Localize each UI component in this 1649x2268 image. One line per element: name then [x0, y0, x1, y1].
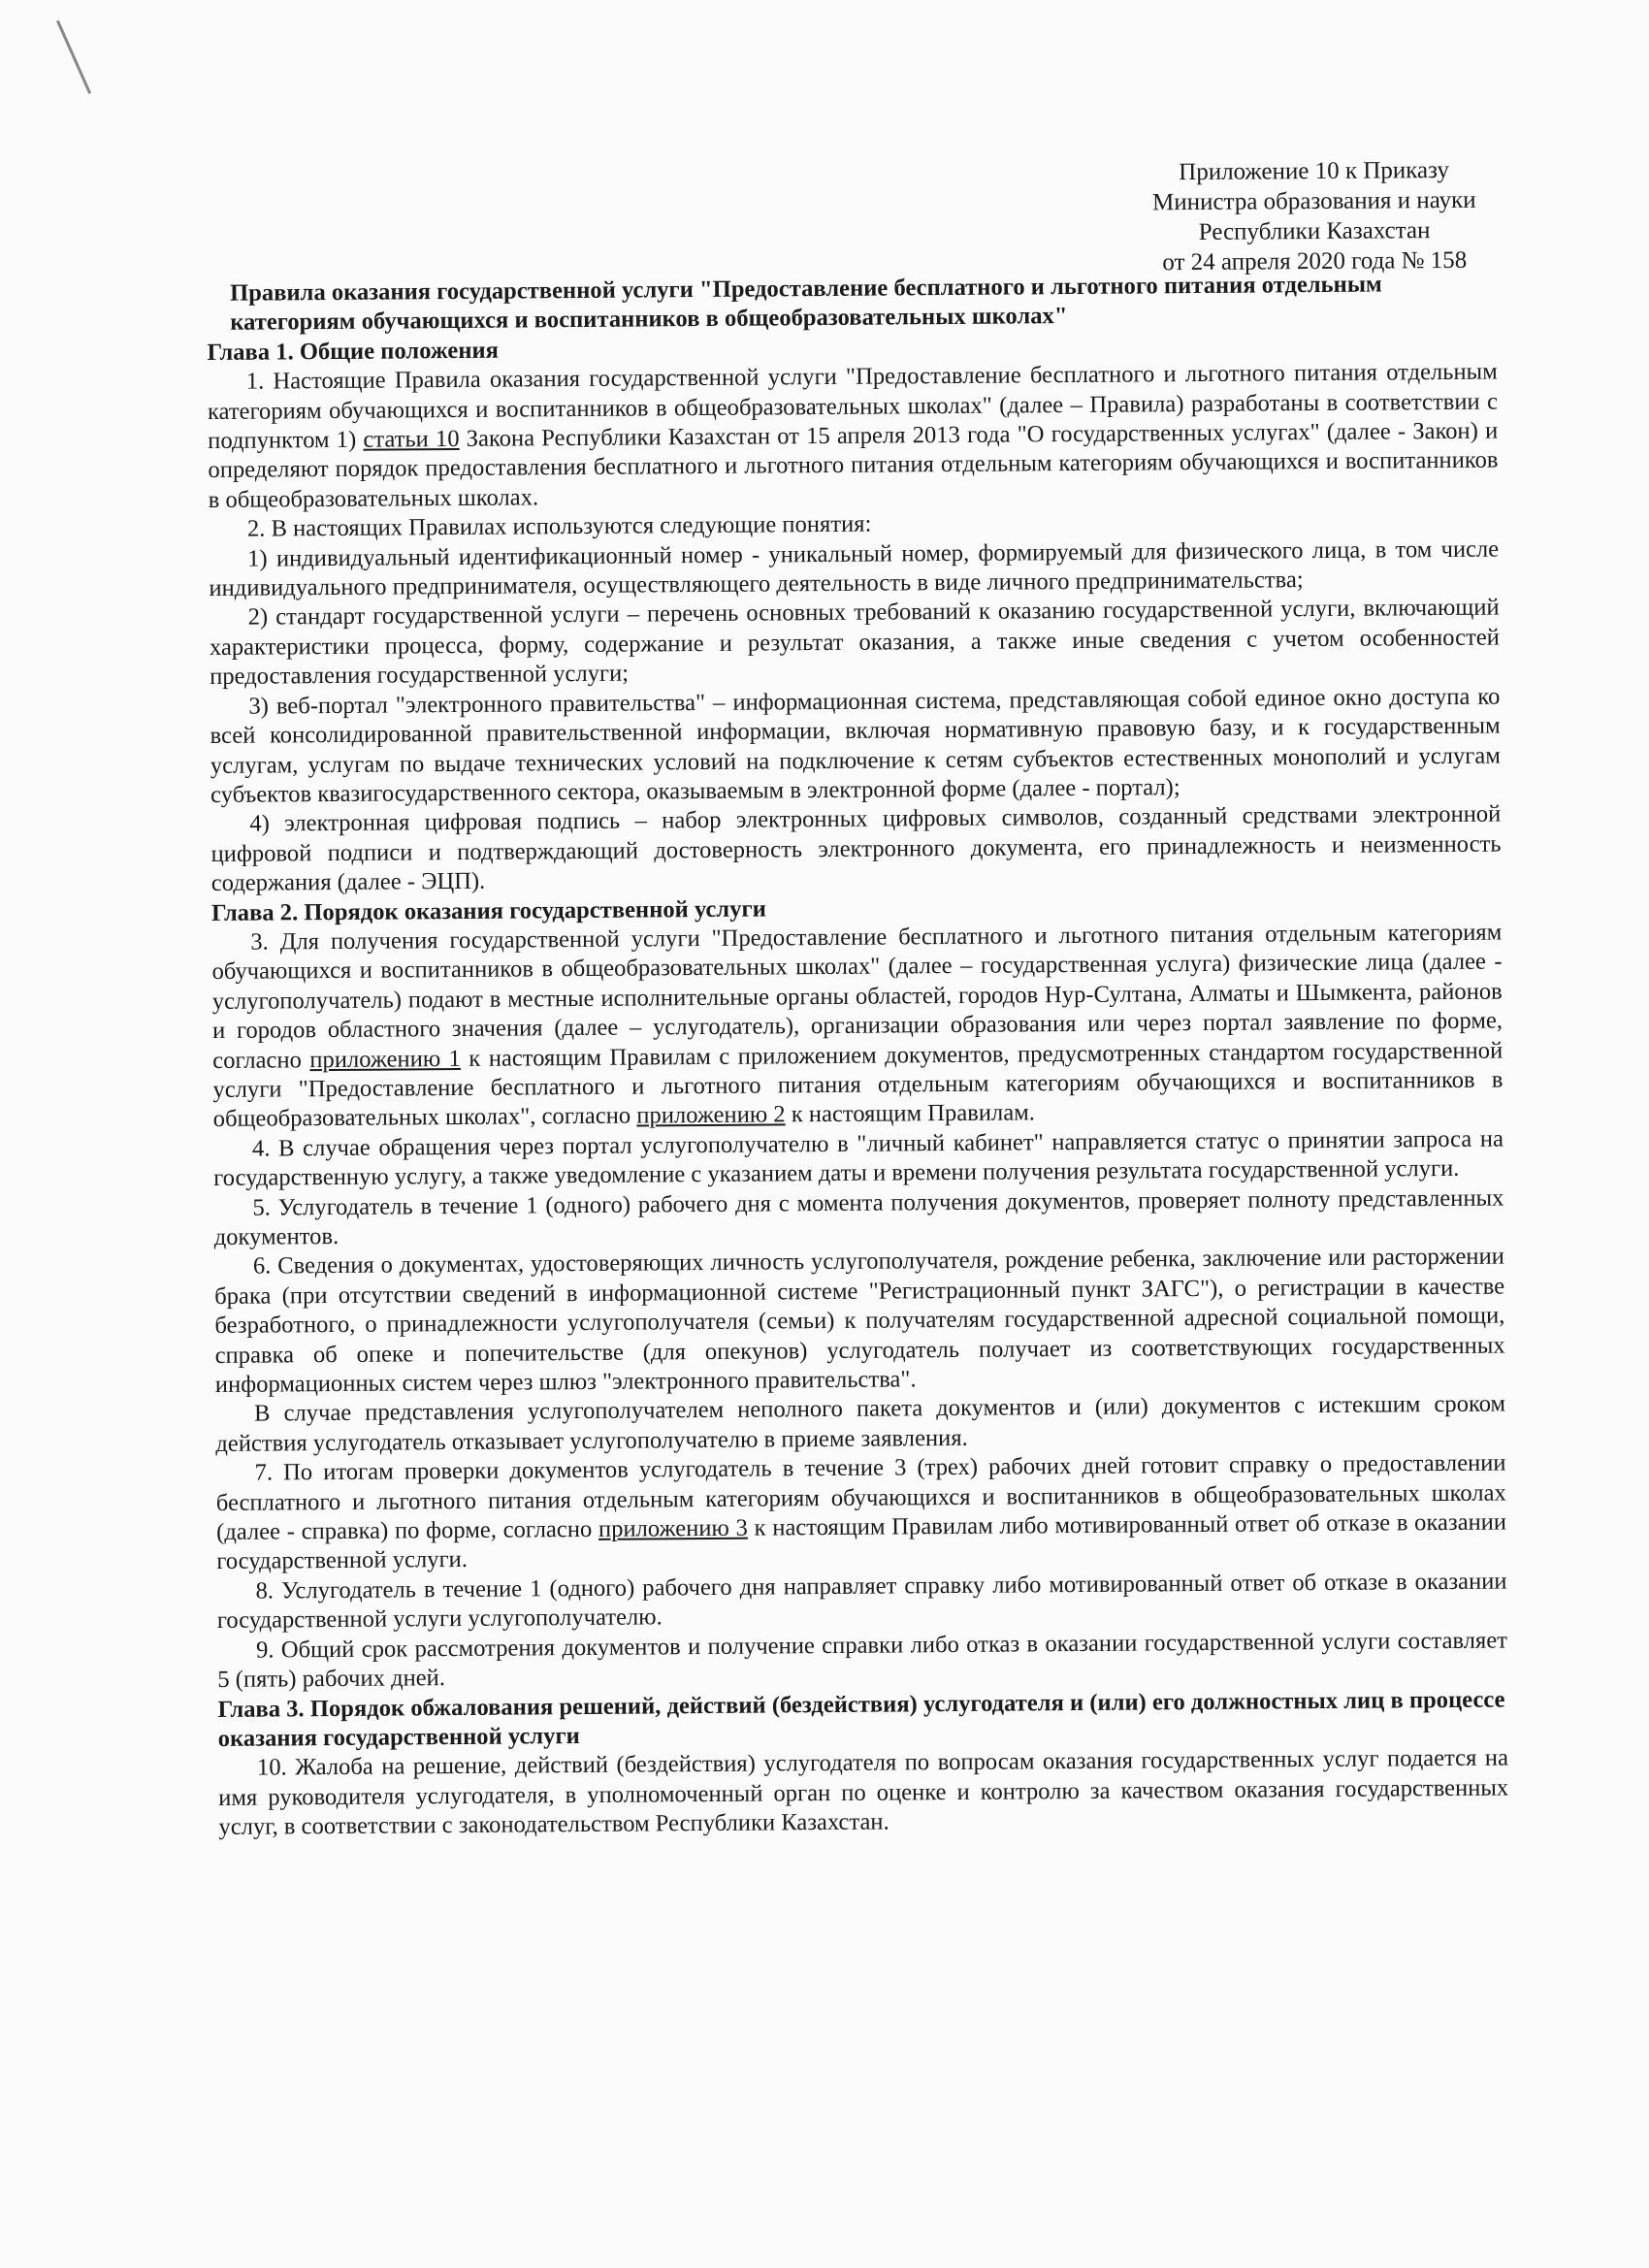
definition-3: 3) веб-портал "электронного правительства" – информационная система, представляющая собой единое окно доступа ко всей консолидированной правительственной информации, включая нормативную правовую базу, и к государственным услугам, услугам по выдаче технических условий на подключение к сетям субъектов естественных монополий и услугам субъектов квазигосударственного сектора, оказываемым в электронной форме (далее - портал); — [210, 683, 1501, 808]
document-title: Правила оказания государственной услуги "Предоставление бесплатного и льготного питания отдельным категориям обучающихся и воспитанников в общеобразовательных школах" — [229, 271, 1382, 337]
paragraph-8: 8. Услугодатель в течение 1 (одного) рабочего дня направляет справку либо мотивированный ответ об отказе в оказании государственной услуги услугополучателю. — [216, 1568, 1507, 1635]
paragraph-3-text-a: 3. Для получения государственной услуги "Предоставление бесплатного и льготного питания отдельным категориям обучающихся и воспитанников в общеобразовательных школах" (далее – государственная услуга) физические лица (далее - услугополучатель) подают в местные исполнительные органы областей, городов Нур-Султана, Алматы и Шымкента, районов и городов областного значения (далее – услугодатель), организации образования или через портал заявление по форме, согласно — [211, 919, 1504, 1074]
paragraph-7-text-a: 7. По итогам проверки документов услугодатель в течение 3 (трех) рабочих дней готовит справку о предоставлении бесплатного и льготного питания отдельным категориям обучающихся и воспитанников в общеобразовательных школах (далее - справка) по форме, согласно — [215, 1449, 1506, 1546]
paragraph-7 — [215, 1449, 1506, 1577]
paragraph-6-continued: В случае представления услугополучателем неполного пакета документов и (или) документов с истекшим сроком действия услугодатель отказывает услугополучателю в приеме заявления. — [215, 1390, 1506, 1457]
paragraph-1-text-a: 1. Настоящие Правила оказания государственной услуги "Предоставление бесплатного и льготного питания отдельным категориям обучающихся и воспитанников в общеобразовательных школах" (далее – Правила) разработаны в соответствии с подпунктом 1) — [207, 358, 1499, 455]
document-page — [206, 155, 1509, 1841]
document-body — [207, 270, 1509, 1843]
definition-4: 4) электронная цифровая подпись – набор электронных цифровых символов, созданный средствами электронной цифровой подписи и подтверждающий достоверность электронного документа, его принадлежность и неизменность содержания (далее - ЭЦП). — [210, 800, 1502, 897]
scan-artifact-line — [56, 20, 91, 94]
chapter-2-heading: Глава 2. Порядок оказания государственной услуги — [210, 895, 766, 926]
paragraph-1 — [208, 358, 1499, 515]
appendix-line-4: от 24 апреля 2020 года № 158 — [1162, 246, 1468, 276]
paragraph-1-text-b: Закона Республики Казахстан от 15 апреля 2013 года "О государственных услугах" (далее - Закон) и определяют порядок предоставления бесплатного и льготного питания отдельным категориям обучающихся и воспитанников в общеобразовательных школах. — [208, 417, 1499, 513]
appendix-line-3: Республики Казахстан — [1198, 217, 1431, 245]
paragraph-6: 6. Сведения о документах, удостоверяющих личность услугополучателя, рождение ребенка, заключение или расторжении брака (при отсутствии сведений в информационной системе "Регистрационный пункт ЗАГС"), о регистрации в качестве безработного, о принадлежности услугополучателя (семьи) к получателям государственной адресной социальной помощи, справка об опеке и попечительстве (для опекунов) услугодатель получает из соответствующих государственных информационных систем через шлюз "электронного правительства". — [214, 1243, 1505, 1398]
chapter-1-heading: Глава 1. Общие положения — [207, 337, 500, 366]
appendix-reference — [1127, 155, 1502, 278]
definition-1: 1) индивидуальный идентификационный номер - уникальный номер, формируемый для физического лица, в том числе индивидуального предпринимателя, осуществляющего деятельность в виде личного предпринимательства; — [209, 535, 1500, 602]
paragraph-10: 10. Жалоба на решение, действий (бездействия) услугодателя по вопросам оказания государственных услуг подается на имя руководителя услугодателя, в уполномоченный орган по оценке и контролю за качеством оказания государственных услуг, в соответствии с законодательством Республики Казахстан. — [218, 1744, 1509, 1841]
chapter-3-heading: Глава 3. Порядок обжалования решений, действий (бездействия) услугодателя и (или) его должностных лиц в процессе оказания государственной услуги — [217, 1686, 1505, 1752]
paragraph-4: 4. В случае обращения через портал услугополучателю в "личный кабинет" направляется статус о принятии запроса на государственную услугу, а также уведомление с указанием даты и времени получения результата государственной услуги. — [213, 1125, 1504, 1192]
appendix-line-1: Приложение 10 к Приказу — [1179, 156, 1450, 186]
definition-2: 2) стандарт государственной услуги – перечень основных требований к оказанию государственной услуги, включающий характеристики процесса, форму, содержание и результат оказания, а также иные сведения с учетом особенностей предоставления государственной услуги; — [209, 595, 1500, 691]
paragraph-5: 5. Услугодатель в течение 1 (одного) рабочего дня с момента получения документов, проверяет полноту представленных документов. — [213, 1184, 1504, 1250]
paragraph-3 — [211, 918, 1504, 1134]
paragraph-9: 9. Общий срок рассмотрения документов и получение справки либо отказ в оказании государственной услуги составляет 5 (пять) рабочих дней. — [217, 1627, 1508, 1694]
paragraph-3-text-b: к настоящим Правилам с приложением документов, предусмотренных стандартом государственной услуги "Предоставление бесплатного и льготного питания отдельным категориям обучающихся и воспитанников в общеобразовательных школах", согласно — [212, 1037, 1504, 1133]
appendix-line-2: Министра образования и науки — [1151, 186, 1476, 216]
appendix-1-link[interactable]: приложению 1 — [309, 1045, 462, 1073]
paragraph-7-text-b: к настоящим Правилам либо мотивированный ответ об отказе в оказании государственной услуги. — [216, 1508, 1507, 1575]
appendix-3-link[interactable]: приложению 3 — [598, 1514, 748, 1542]
appendix-2-link[interactable]: приложению 2 — [636, 1101, 786, 1129]
law-article-link[interactable]: статьи 10 — [363, 425, 460, 453]
paragraph-3-text-c: к настоящим Правилам. — [785, 1099, 1035, 1128]
paragraph-2: 2. В настоящих Правилах используются следующие понятия: — [246, 510, 872, 542]
